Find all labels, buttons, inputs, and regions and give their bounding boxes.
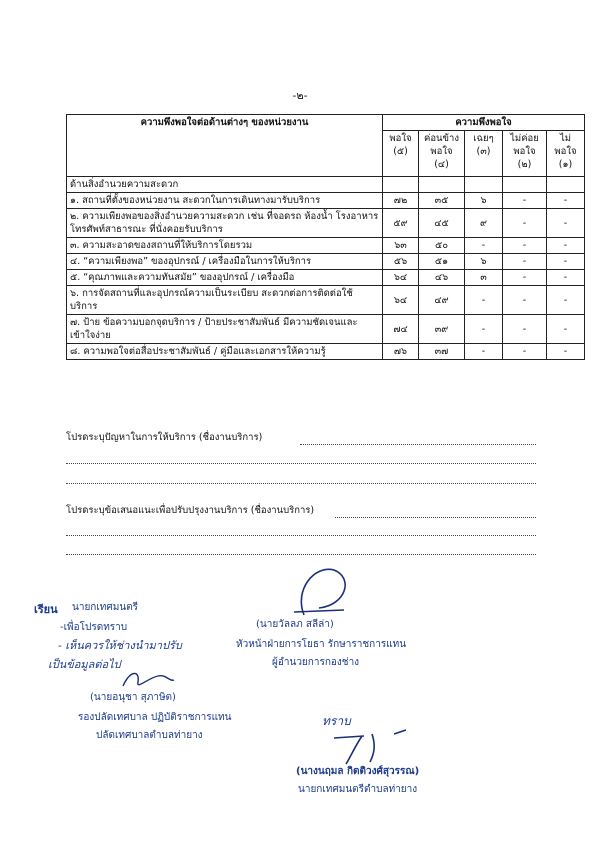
row-value: ๔๙ — [419, 286, 465, 315]
row-value: - — [503, 286, 547, 315]
answer-line — [66, 534, 536, 536]
answer-line — [66, 553, 536, 555]
row-value: - — [503, 209, 547, 238]
to-note: -เพื่อโปรดทราบ — [60, 622, 128, 633]
row-value: ๔๕ — [419, 209, 465, 238]
row-description: ๔. “ความเพียงพอ” ของอุปกรณ์ / เครื่องมือในการให้บริการ — [67, 254, 383, 270]
row-value: - — [547, 254, 585, 270]
row-value: - — [503, 270, 547, 286]
row-value: ๖๔ — [383, 286, 419, 315]
row-value: ๕๐ — [419, 238, 465, 254]
row-value: - — [547, 286, 585, 315]
signature-1-icon — [284, 560, 364, 620]
signer-1-title: หัวหน้าฝ่ายการโยธา รักษาราชการแทน — [236, 639, 407, 650]
row-value: ๗๒ — [383, 193, 419, 209]
row-value: ๕๖ — [383, 254, 419, 270]
handwritten-note: - เห็นควรให้ช่างนำมาปรับ — [58, 639, 182, 652]
row-value: ๗๖ — [383, 344, 419, 360]
table-header-satisfaction: ความพึงพอใจ — [383, 115, 585, 131]
problems-prompt: โปรดระบุปัญหาในการให้บริการ (ชื่องานบริการ) — [66, 432, 263, 443]
row-value: - — [465, 238, 503, 254]
table-row — [67, 193, 585, 209]
row-value: ๖ — [465, 254, 503, 270]
row-value: ๓๙ — [419, 315, 465, 344]
row-value: - — [547, 209, 585, 238]
row-value: - — [547, 270, 585, 286]
row-value: - — [465, 315, 503, 344]
row-value: ๕๑ — [419, 254, 465, 270]
signer-2-name: (นายอนุชา สุภาษิต) — [90, 692, 176, 703]
signer-1-title: ผู้อำนวยการกองช่าง — [272, 657, 360, 668]
row-description: ๒. ความเพียงพอของสิ่งอำนวยความสะดวก เช่น ที่จอดรถ ห้องน้ำ โรงอาหาร โทรศัพท์สาธารณะ ที่นั่งคอยรับบริการ — [67, 209, 383, 238]
row-value: ๗๔ — [383, 315, 419, 344]
row-value: ๙ — [465, 209, 503, 238]
signer-2-title: รองปลัดเทศบาล ปฏิบัติราชการแทน — [78, 712, 232, 723]
satisfaction-table — [66, 114, 585, 360]
row-description: ๖. การจัดสถานที่และอุปกรณ์ความเป็นระเบียบ สะดวกต่อการติดต่อใช้บริการ — [67, 286, 383, 315]
column-header: ค่อนข้าง พอใจ (๔) — [419, 131, 465, 177]
row-value: - — [547, 193, 585, 209]
row-value: ๖๔ — [383, 270, 419, 286]
row-value: - — [503, 193, 547, 209]
row-value: ๖ — [465, 193, 503, 209]
row-description: ๓. ความสะอาดของสถานที่ให้บริการโดยรวม — [67, 238, 383, 254]
table-row — [67, 270, 585, 286]
row-value: - — [465, 344, 503, 360]
row-value: ๔๖ — [419, 270, 465, 286]
row-value: ๖๓ — [383, 238, 419, 254]
signature-3-icon — [324, 726, 414, 766]
row-value: - — [503, 315, 547, 344]
table-row — [67, 209, 585, 238]
to-label: เรียน — [34, 603, 58, 616]
column-header: ไม่ค่อย พอใจ (๒) — [503, 131, 547, 177]
answer-line — [300, 443, 536, 445]
table-row — [67, 344, 585, 360]
table-row — [67, 315, 585, 344]
signature-2-icon — [118, 668, 178, 692]
table-row — [67, 238, 585, 254]
answer-line — [66, 482, 536, 484]
signer-3-title: นายกเทศมนตรีตำบลท่ายาง — [298, 784, 418, 795]
row-value: - — [547, 315, 585, 344]
row-description: ๘. ความพอใจต่อสื่อประชาสัมพันธ์ / คู่มือและเอกสารให้ความรู้ — [67, 344, 383, 360]
row-description: ๕. “คุณภาพและความทันสมัย” ของอุปกรณ์ / เครื่องมือ — [67, 270, 383, 286]
row-value: - — [547, 344, 585, 360]
column-header: พอใจ (๕) — [383, 131, 419, 177]
table-header-aspects: ความพึงพอใจต่อด้านต่างๆ ของหน่วยงาน — [67, 115, 383, 177]
row-value: ๓๗ — [419, 344, 465, 360]
row-description: ๑. สถานที่ตั้งของหน่วยงาน สะดวกในการเดินทางมารับบริการ — [67, 193, 383, 209]
suggestions-prompt: โปรดระบุข้อเสนอแนะเพื่อปรับปรุงงานบริการ (ชื่องานบริการ) — [66, 505, 315, 516]
answer-line — [335, 516, 536, 518]
row-value: - — [503, 254, 547, 270]
signer-1-name: (นายวัลลภ สลีล่า) — [256, 619, 334, 630]
column-header: ไม่ พอใจ (๑) — [547, 131, 585, 177]
table-row — [67, 254, 585, 270]
row-value: - — [503, 238, 547, 254]
row-value: ๓ — [465, 270, 503, 286]
handwritten-note: เป็นข้อมูลต่อไป — [48, 658, 121, 671]
answer-line — [66, 462, 536, 464]
signer-3-name: (นางนฤมล กิตติวงศ์สุวรรณ) — [296, 766, 420, 777]
row-value: - — [465, 286, 503, 315]
handwritten-note: ทราบ — [322, 714, 351, 728]
section-title: ด้านสิ่งอำนวยความสะดวก — [67, 177, 383, 193]
table-row — [67, 286, 585, 315]
row-value: ๓๕ — [419, 193, 465, 209]
row-description: ๗. ป้าย ข้อความบอกจุดบริการ / ป้ายประชาสัมพันธ์ มีความชัดเจนและเข้าใจง่าย — [67, 315, 383, 344]
row-value: - — [503, 344, 547, 360]
signer-2-title: ปลัดเทศบาลตำบลท่ายาง — [96, 730, 203, 741]
to-name: นายกเทศมนตรี — [72, 602, 139, 613]
row-value: - — [547, 238, 585, 254]
column-header: เฉยๆ (๓) — [465, 131, 503, 177]
row-value: ๕๙ — [383, 209, 419, 238]
page-number: -๒- — [292, 89, 308, 102]
